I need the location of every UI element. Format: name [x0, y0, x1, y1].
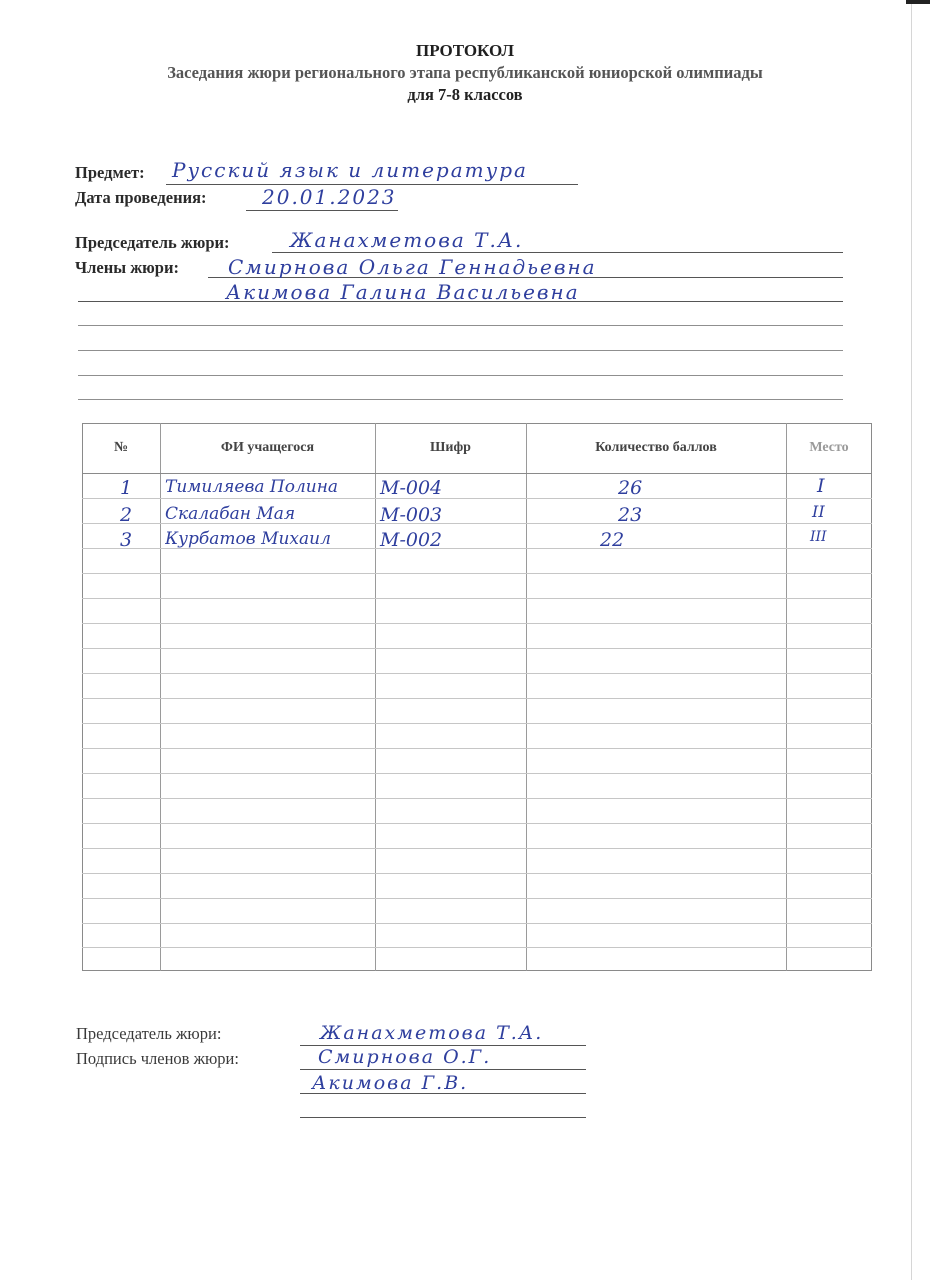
table-row-line: [82, 947, 872, 948]
subject-label: Предмет:: [75, 163, 145, 182]
footer-member-line: [300, 1069, 586, 1070]
table-row-line: [82, 898, 872, 899]
date-label: Дата проведения:: [75, 188, 207, 207]
table-cell-name: Курбатов Михаил: [165, 529, 331, 549]
table-row-line: [82, 498, 872, 499]
table-cell-score: 22: [600, 529, 625, 551]
chair-underline: [272, 252, 843, 253]
blank-line: [78, 350, 843, 351]
date-value: 20.01.2023: [262, 185, 397, 209]
table-row-line: [82, 648, 872, 649]
column-header-code: Шифр: [430, 440, 471, 455]
column-header-number: №: [113, 440, 129, 455]
table-cell-name: Тимиляева Полина: [165, 477, 339, 497]
scan-mark: [906, 0, 930, 4]
table-row-line: [82, 873, 872, 874]
table-cell-code: М-003: [380, 504, 443, 526]
footer-chair-signature: Жанахметова Т.А.: [320, 1022, 544, 1044]
table-cell-score: 26: [618, 477, 643, 499]
footer-member-signature-1: Смирнова О.Г.: [318, 1046, 492, 1068]
table-row-line: [82, 598, 872, 599]
table-row-line: [82, 673, 872, 674]
blank-line: [78, 325, 843, 326]
table-row-line: [82, 923, 872, 924]
table-row-line: [82, 623, 872, 624]
members-label: Члены жюри:: [75, 258, 179, 277]
footer-members-label: Подпись членов жюри:: [76, 1049, 239, 1068]
table-cell-code: М-002: [380, 529, 443, 551]
table-cell-name: Скалабан Мая: [165, 504, 296, 524]
document-subtitle: Заседания жюри регионального этапа республиканской юниорской олимпиады: [167, 63, 763, 82]
table-cell-number: 2: [120, 504, 133, 526]
table-cell-code: М-004: [380, 477, 443, 499]
footer-member-signature-2: Акимова Г.В.: [312, 1072, 469, 1094]
table-cell-score: 23: [618, 504, 643, 526]
table-row-line: [82, 748, 872, 749]
footer-member-line: [300, 1117, 586, 1118]
page-edge: [911, 0, 912, 1280]
member-1: Смирнова Ольга Геннадьевна: [228, 255, 597, 279]
table-row-line: [82, 798, 872, 799]
table-row-line: [82, 848, 872, 849]
column-header-place: Место: [809, 440, 849, 455]
document-grade: для 7-8 классов: [407, 85, 523, 104]
table-row-line: [82, 698, 872, 699]
column-divider: [160, 423, 161, 971]
table-cell-place: III: [810, 529, 827, 545]
table-row-line: [82, 773, 872, 774]
table-row-line: [82, 573, 872, 574]
table-row-line: [82, 823, 872, 824]
column-divider: [526, 423, 527, 971]
column-divider: [786, 423, 787, 971]
table-cell-number: 3: [120, 529, 133, 551]
subject-value: Русский язык и литература: [172, 158, 528, 182]
blank-line: [78, 399, 843, 400]
table-header-divider: [82, 473, 872, 474]
table-cell-place: I: [817, 475, 825, 497]
chair-value: Жанахметова Т.А.: [290, 228, 524, 252]
table-cell-number: 1: [120, 477, 133, 499]
column-header-name: ФИ учащегося: [220, 440, 315, 455]
document-header: [0, 40, 930, 106]
table-row-line: [82, 723, 872, 724]
table-cell-place: II: [812, 502, 825, 521]
column-divider: [375, 423, 376, 971]
document-title: ПРОТОКОЛ: [415, 41, 514, 60]
chair-label: Председатель жюри:: [75, 233, 230, 252]
date-underline: [246, 210, 398, 211]
footer-chair-label: Председатель жюри:: [76, 1024, 222, 1043]
member-2: Акимова Галина Васильевна: [226, 280, 580, 304]
column-header-score: Количество баллов: [595, 440, 717, 455]
blank-line: [78, 375, 843, 376]
